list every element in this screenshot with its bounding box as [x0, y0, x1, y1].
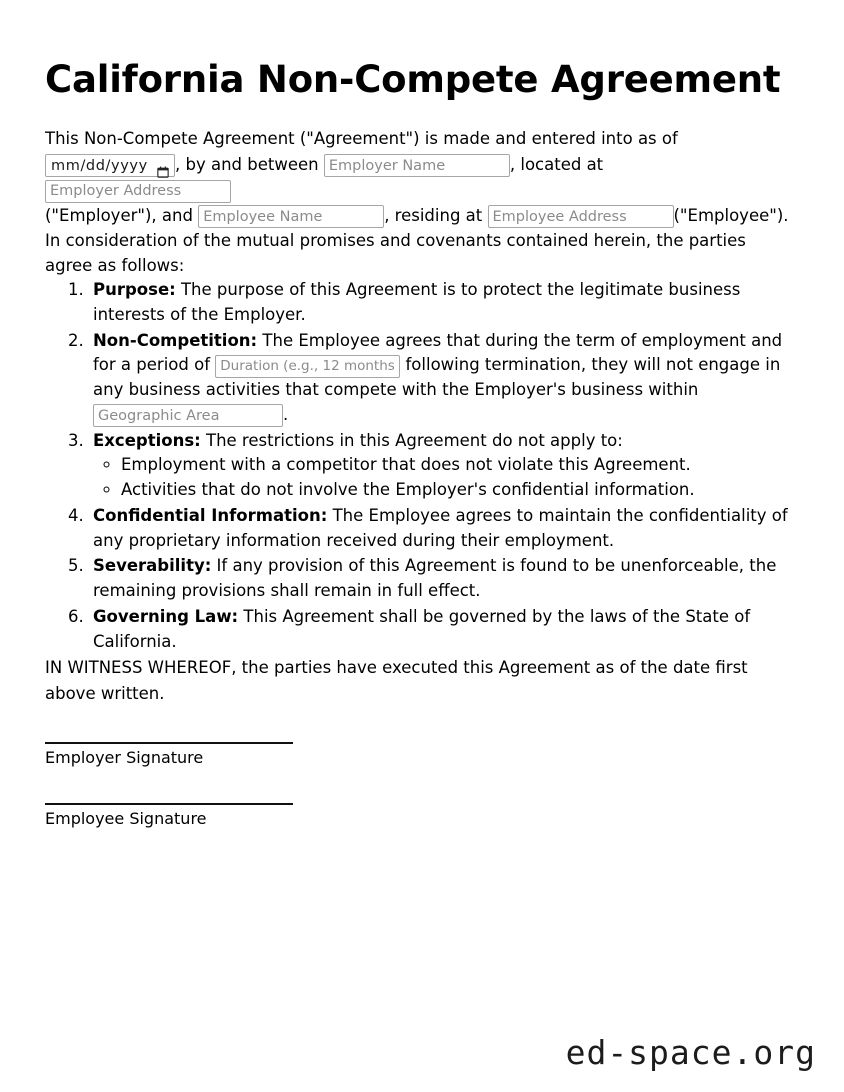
- employer-address-input[interactable]: [45, 180, 231, 203]
- employer-signature-line[interactable]: [45, 742, 293, 744]
- clause-item-exceptions: [89, 429, 794, 503]
- text-after-employer-address: ("Employer"), and: [45, 205, 193, 225]
- clause-text-non-competition-c: .: [283, 404, 289, 424]
- employee-name-input[interactable]: [198, 205, 384, 228]
- employer-name-input[interactable]: [324, 154, 510, 177]
- clause-label-exceptions: Exceptions:: [93, 430, 201, 450]
- signature-block: [45, 742, 794, 830]
- clause-text-purpose: The purpose of this Agreement is to protect the legitimate business interests of the Employer.: [93, 280, 741, 324]
- clause-label-confidential-information: Confidential Information:: [93, 505, 328, 525]
- list-item: ◦ Activities that do not involve the Employer's confidential information.: [121, 478, 794, 503]
- intro-paragraph: [45, 126, 794, 228]
- clause-item-severability: [89, 554, 794, 604]
- text-after-employer-name: , located at: [509, 154, 604, 174]
- text-after-employee-address: ("Employee").: [673, 205, 789, 225]
- page-title: California Non-Compete Agreement: [45, 58, 781, 101]
- clause-text-severability: If any provision of this Agreement is found to be unenforceable, the remaining provisions shall remain in full effect.: [93, 556, 777, 601]
- employee-signature-label: Employee Signature: [45, 808, 207, 828]
- clause-text-non-competition-a: The Employee agrees that during the term of employment and for a period of: [93, 330, 783, 375]
- employee-signature-line[interactable]: [45, 803, 293, 805]
- list-item: ◦ Employment with a competitor that does not violate this Agreement.: [121, 453, 794, 478]
- clause-label-non-competition: Non-Competition:: [93, 330, 258, 350]
- text-after-employee-name: , residing at: [384, 205, 483, 225]
- clause-item-purpose: [89, 278, 794, 328]
- intro-line-1: This Non-Compete Agreement ("Agreement") is made and entered into as of: [45, 129, 678, 149]
- clause-label-governing-law: Governing Law:: [93, 606, 239, 626]
- employer-signature-label: Employer Signature: [45, 747, 204, 767]
- exceptions-sub-list: [93, 453, 794, 503]
- clause-label-severability: Severability:: [93, 556, 212, 576]
- geographic-area-input[interactable]: [93, 404, 283, 427]
- clause-item-non-competition: [89, 329, 794, 428]
- calendar-icon[interactable]: [157, 160, 169, 172]
- clause-list: [45, 278, 794, 654]
- duration-input[interactable]: [215, 355, 400, 378]
- agreement-date-input[interactable]: [45, 154, 175, 177]
- date-value-text: mm/dd/yyyy: [51, 157, 148, 174]
- site-watermark: ed-space.org: [565, 1033, 816, 1072]
- clause-label-purpose: Purpose:: [93, 280, 176, 300]
- consideration-paragraph: In consideration of the mutual promises and covenants contained herein, the parties agree as follows:: [45, 231, 746, 276]
- clause-text-non-competition-b: following termination, they will not engage in any business activities that compete with the Employer's business within: [93, 355, 781, 400]
- text-after-date: , by and between: [175, 154, 319, 174]
- clause-text-exceptions: The restrictions in this Agreement do not apply to:: [200, 430, 623, 450]
- employee-address-input[interactable]: [488, 205, 674, 228]
- clause-text-confidential-information: The Employee agrees to maintain the confidentiality of any proprietary information received during their employment.: [93, 505, 788, 550]
- clause-item-confidential-information: [89, 504, 794, 554]
- clause-text-governing-law: This Agreement shall be governed by the laws of the State of California.: [93, 606, 751, 651]
- clause-item-governing-law: [89, 605, 794, 655]
- witness-paragraph: IN WITNESS WHEREOF, the parties have executed this Agreement as of the date first above written.: [45, 658, 748, 703]
